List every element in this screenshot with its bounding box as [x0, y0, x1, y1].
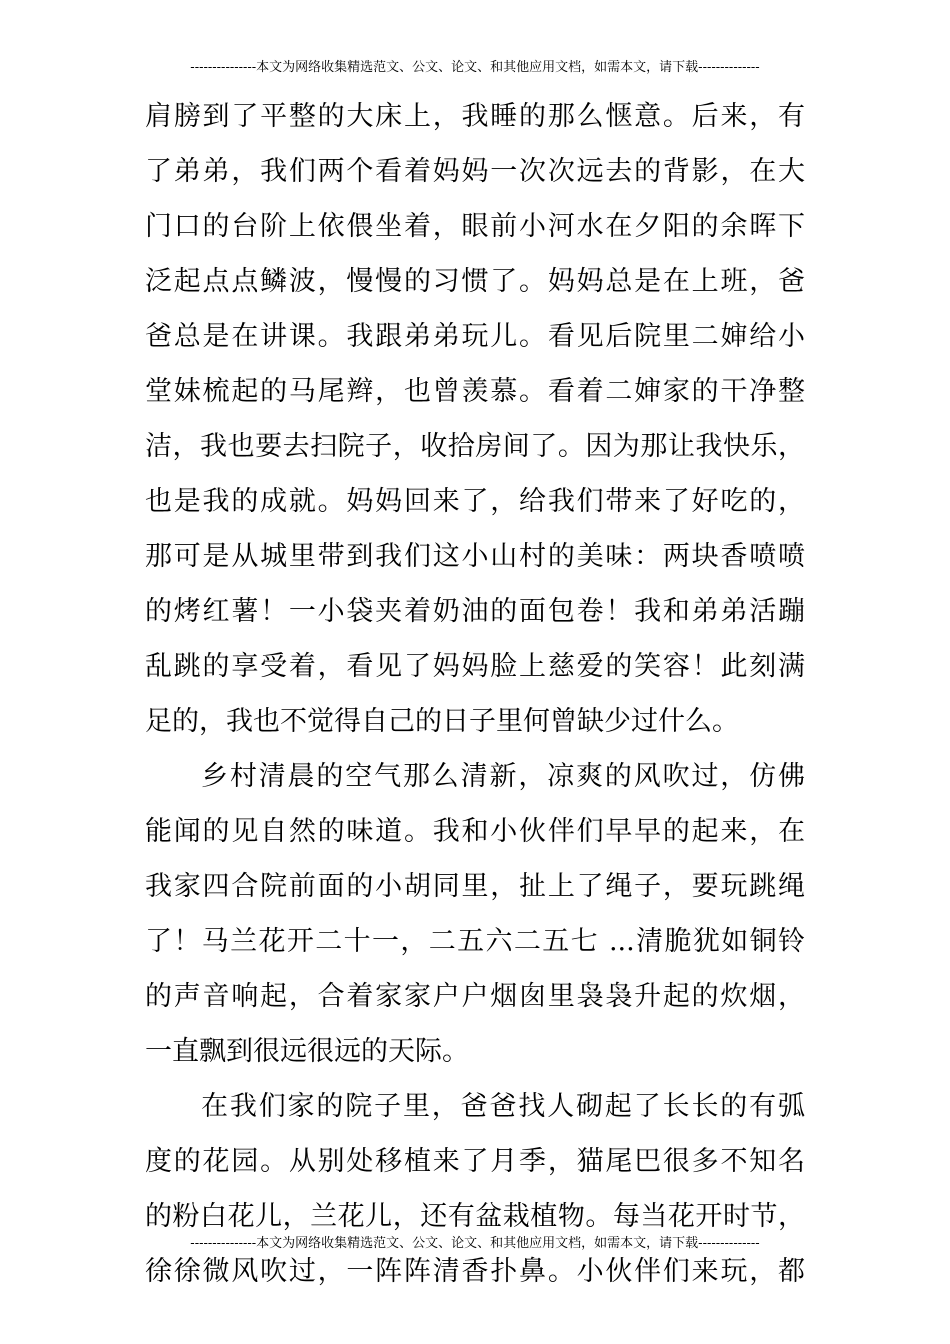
running-footer: ---------------本文为网络收集精选范文、公文、论文、和其他应用文档，如需本文，请下载-------------- — [190, 1236, 760, 1251]
text-line: 一直飘到很远很远的天际。 — [145, 1036, 469, 1067]
text-line: 爸总是在讲课。我跟弟弟玩儿。看见后院里二婶给小 — [145, 321, 805, 352]
text-line: 泛起点点鳞波，慢慢的习惯了。妈妈总是在上班，爸 — [145, 266, 805, 297]
text-line: 了！马兰花开二十一，二五六二五七 ...清脆犹如铜铃 — [145, 926, 805, 957]
text-line: 洁，我也要去扫院子，收拾房间了。因为那让我快乐， — [145, 431, 805, 462]
text-line: 的粉白花儿，兰花儿，还有盆栽植物。每当花开时节， — [145, 1201, 805, 1232]
text-line: 乡村清晨的空气那么清新，凉爽的风吹过，仿佛 — [201, 761, 805, 792]
text-line: 了弟弟，我们两个看着妈妈一次次远去的背影，在大 — [145, 156, 805, 187]
text-line: 度的花园。从别处移植来了月季，猫尾巴很多不知名 — [145, 1146, 805, 1177]
text-line: 乱跳的享受着，看见了妈妈脸上慈爱的笑容！此刻满 — [145, 651, 805, 682]
document-body — [145, 89, 805, 1299]
text-line: 徐徐微风吹过，一阵阵清香扑鼻。小伙伴们来玩，都 — [145, 1256, 805, 1287]
text-line: 足的，我也不觉得自己的日子里何曾缺少过什么。 — [145, 706, 739, 737]
text-line: 那可是从城里带到我们这小山村的美味：两块香喷喷 — [145, 541, 805, 572]
text-line: 门口的台阶上依偎坐着，眼前小河水在夕阳的余晖下 — [145, 211, 805, 242]
paragraph — [145, 1079, 805, 1299]
text-line: 能闻的见自然的味道。我和小伙伴们早早的起来，在 — [145, 816, 805, 847]
text-line: 我家四合院前面的小胡同里，扯上了绳子，要玩跳绳 — [145, 871, 805, 902]
text-line: 肩膀到了平整的大床上，我睡的那么惬意。后来，有 — [145, 101, 805, 132]
paragraph — [145, 749, 805, 1079]
paragraph — [145, 89, 805, 749]
text-line: 堂妹梳起的马尾辫，也曾羡慕。看着二婶家的干净整 — [145, 376, 805, 407]
text-line: 的烤红薯！一小袋夹着奶油的面包卷！我和弟弟活蹦 — [145, 596, 805, 627]
text-line: 在我们家的院子里，爸爸找人砌起了长长的有弧 — [201, 1091, 805, 1122]
text-line: 的声音响起，合着家家户户烟囱里袅袅升起的炊烟， — [145, 981, 805, 1012]
text-line: 也是我的成就。妈妈回来了，给我们带来了好吃的， — [145, 486, 805, 517]
running-header: ---------------本文为网络收集精选范文、公文、论文、和其他应用文档，如需本文，请下载-------------- — [190, 60, 760, 75]
